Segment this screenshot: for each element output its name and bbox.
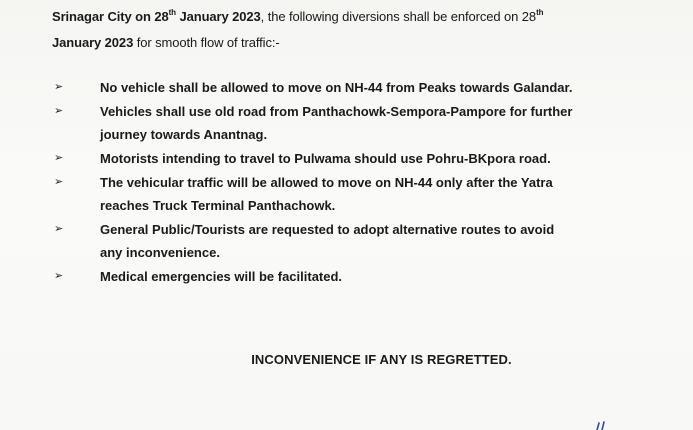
list-item-line: The vehicular traffic will be allowed to move on NH-44 only after the Yatra: [100, 175, 553, 190]
list-item-line: reaches Truck Terminal Panthachowk.: [100, 198, 336, 213]
intro-line-2: [52, 30, 682, 56]
arrow-bullet-icon: ➢: [54, 176, 64, 188]
list-item: [52, 218, 682, 264]
arrow-bullet-icon: ➢: [54, 105, 64, 117]
intro-line-1: [52, 4, 682, 30]
ink-mark-icon: [595, 420, 609, 430]
list-item-line: No vehicle shall be allowed to move on NH-44 from Peaks towards Galandar.: [100, 80, 573, 95]
intro-paragraph: [52, 4, 682, 56]
arrow-bullet-icon: ➢: [54, 223, 64, 235]
list-item: [52, 147, 682, 170]
list-item: [52, 265, 682, 288]
arrow-bullet-icon: ➢: [54, 81, 64, 93]
intro-text: for smooth flow of traffic:-: [133, 35, 280, 50]
list-item-line: any inconvenience.: [100, 245, 220, 260]
list-item: [52, 100, 682, 146]
intro-date: January 2023: [175, 9, 261, 24]
list-item-line: Vehicles shall use old road from Panthachowk-Sempora-Pampore for further: [100, 104, 573, 119]
arrow-bullet-icon: ➢: [54, 270, 64, 282]
arrow-bullet-icon: ➢: [54, 152, 64, 164]
list-item: [52, 76, 682, 99]
closing-statement: INCONVENIENCE IF ANY IS REGRETTED.: [251, 352, 512, 367]
intro-text: , the following diversions shall be enforced on 28: [260, 9, 537, 24]
intro-text: Srinagar City on 28: [52, 9, 169, 24]
list-item-line: General Public/Tourists are requested to adopt alternative routes to avoid: [100, 222, 555, 237]
list-item-line: journey towards Anantnag.: [100, 127, 268, 142]
list-item: [52, 171, 682, 217]
intro-date: January 2023: [52, 35, 134, 50]
list-item-line: Medical emergencies will be facilitated.: [100, 269, 343, 284]
ordinal-suffix: th: [168, 8, 176, 17]
diversion-list: [52, 76, 682, 289]
ordinal-suffix: th: [536, 8, 544, 17]
list-item-line: Motorists intending to travel to Pulwama should use Pohru-BKpora road.: [100, 151, 551, 166]
